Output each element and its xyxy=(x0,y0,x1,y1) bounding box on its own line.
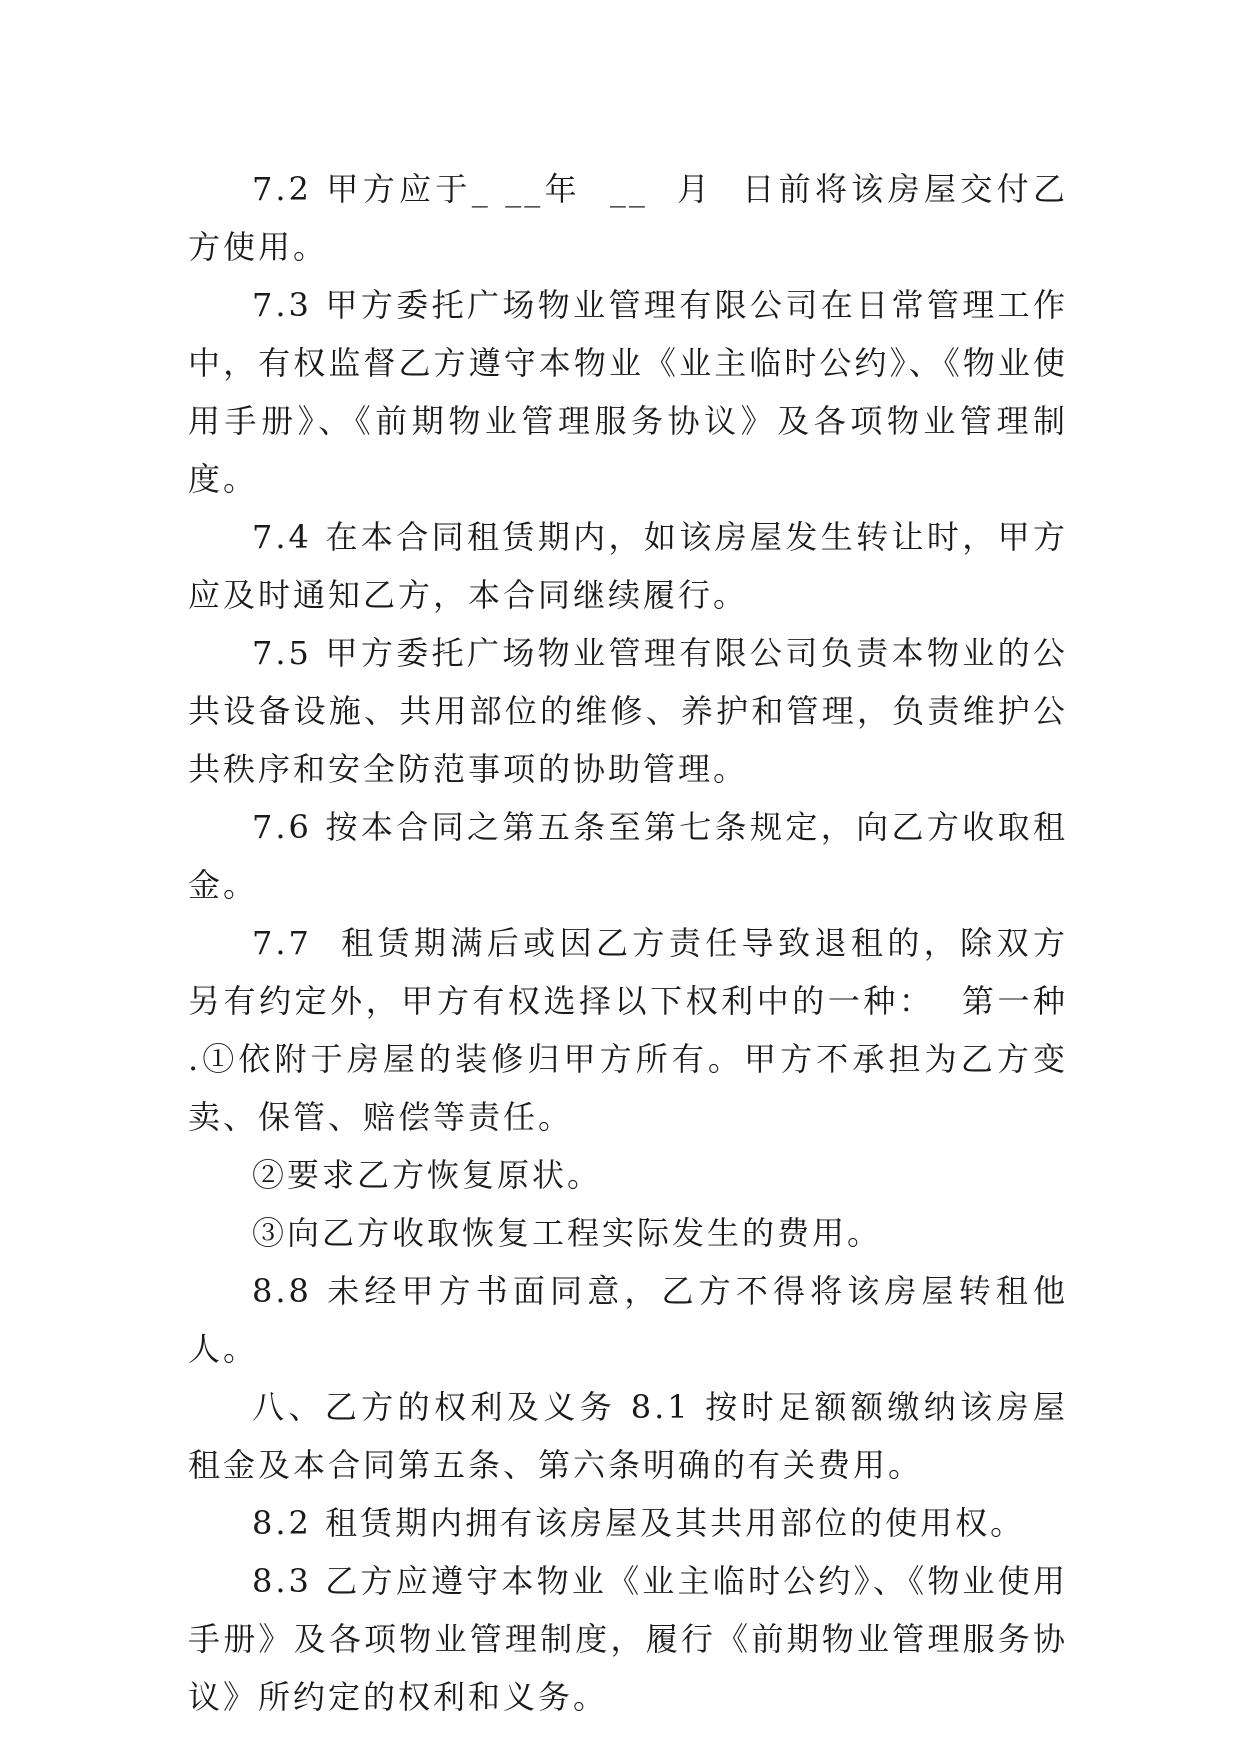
paragraph-8-8: 8.8 未经甲方书面同意，乙方不得将该房屋转租他人。 xyxy=(188,1272,1068,1368)
paragraph-7-2: 7.2 甲方应于_ __年 __ 月 日前将该房屋交付乙方使用。 xyxy=(188,170,1068,266)
paragraph-7-6: 7.6 按本合同之第五条至第七条规定，向乙方收取租金。 xyxy=(188,808,1068,904)
paragraph-option-2: ②要求乙方恢复原状。 xyxy=(252,1156,603,1194)
paragraph-7-4: 7.4 在本合同租赁期内，如该房屋发生转让时，甲方应及时通知乙方，本合同继续履行。 xyxy=(188,518,1068,614)
paragraph-7-3: 7.3 甲方委托广场物业管理有限公司在日常管理工作中，有权监督乙方遵守本物业《业主临时公约》、《物业使用手册》、《前期物业管理服务协议》及各项物业管理制度。 xyxy=(188,286,1068,498)
paragraph-8-3: 8.3 乙方应遵守本物业《业主临时公约》、《物业使用手册》及各项物业管理制度，履行《前期物业管理服务协议》所约定的权利和义务。 xyxy=(188,1562,1068,1716)
paragraph-8-2: 8.2 租赁期内拥有该房屋及其共用部位的使用权。 xyxy=(252,1504,1026,1542)
paragraph-option-3: ③向乙方收取恢复工程实际发生的费用。 xyxy=(252,1214,883,1252)
paragraph-7-7: 7.7 租赁期满后或因乙方责任导致退租的，除双方另有约定外，甲方有权选择以下权利中的一种： 第一种 .①依附于房屋的装修归甲方所有。甲方不承担为乙方变卖、保管、赔偿等责任。 xyxy=(188,924,1095,1136)
paragraph-7-5: 7.5 甲方委托广场物业管理有限公司负责本物业的公共设备设施、共用部位的维修、养护和管理，负责维护公共秩序和安全防范事项的协助管理。 xyxy=(188,634,1068,788)
paragraph-section-8-1: 八、乙方的权利及义务 8.1 按时足额额缴纳该房屋租金及本合同第五条、第六条明确的有关费用。 xyxy=(188,1388,1068,1484)
document-body xyxy=(188,160,1095,1726)
